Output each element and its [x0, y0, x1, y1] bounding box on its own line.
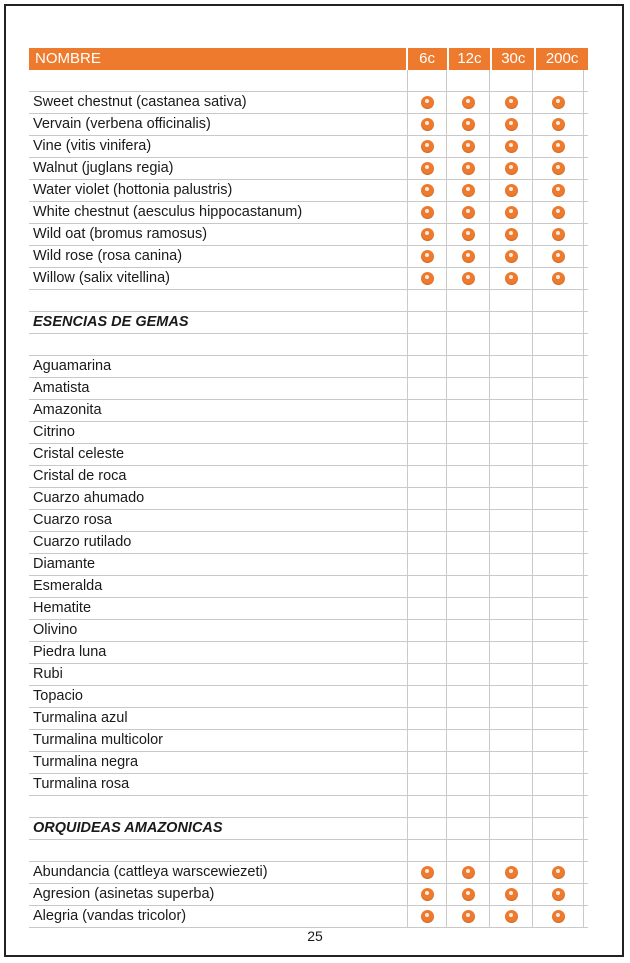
potency-cell — [532, 246, 584, 267]
potency-cell — [407, 686, 446, 707]
potency-cell — [489, 92, 532, 113]
remedy-name: Abundancia (cattleya warscewiezeti) — [33, 864, 268, 880]
potency-cell — [489, 664, 532, 685]
available-dot-icon — [421, 866, 434, 879]
table-row — [29, 598, 588, 620]
table-row — [29, 444, 588, 466]
available-dot-icon — [462, 272, 475, 285]
table-row — [29, 708, 588, 730]
potency-cell — [407, 488, 446, 509]
potency-cell — [489, 884, 532, 905]
potency-cell — [489, 290, 532, 311]
potency-cell — [446, 884, 489, 905]
potency-cell — [489, 906, 532, 927]
spacer-row — [29, 290, 588, 312]
potency-cell — [446, 422, 489, 443]
potency-cell — [532, 400, 584, 421]
potency-cell — [489, 510, 532, 531]
available-dot-icon — [421, 910, 434, 923]
potency-cell — [446, 840, 489, 861]
section-heading-row — [29, 818, 588, 840]
potency-cell — [532, 290, 584, 311]
potency-cell — [446, 334, 489, 355]
potency-cell — [407, 576, 446, 597]
remedy-name: Cristal celeste — [33, 446, 125, 462]
potency-cell — [489, 774, 532, 795]
available-dot-icon — [505, 118, 518, 131]
potency-cell — [489, 312, 532, 333]
potency-cell — [446, 356, 489, 377]
remedy-name: Turmalina multicolor — [33, 732, 163, 748]
potency-cell — [446, 70, 489, 91]
remedy-name: Alegria (vandas tricolor) — [33, 908, 187, 924]
potency-cell — [489, 752, 532, 773]
table-row — [29, 378, 588, 400]
available-dot-icon — [462, 206, 475, 219]
potency-cell — [446, 532, 489, 553]
available-dot-icon — [505, 272, 518, 285]
potency-cell — [532, 268, 584, 289]
potency-cell — [532, 686, 584, 707]
potency-cell — [407, 290, 446, 311]
potency-cell — [446, 246, 489, 267]
table-row — [29, 422, 588, 444]
potency-cell — [407, 268, 446, 289]
available-dot-icon — [421, 250, 434, 263]
remedy-name: Cuarzo rutilado — [33, 534, 132, 550]
remedy-name: Water violet (hottonia palustris) — [33, 182, 233, 198]
header-name: NOMBRE — [29, 48, 406, 70]
potency-cell — [489, 488, 532, 509]
potency-cell — [446, 290, 489, 311]
potency-cell — [446, 224, 489, 245]
available-dot-icon — [462, 96, 475, 109]
table-row — [29, 92, 588, 114]
section-title: ESENCIAS DE GEMAS — [33, 314, 189, 330]
potency-cell — [446, 202, 489, 223]
potency-cell — [489, 224, 532, 245]
available-dot-icon — [421, 96, 434, 109]
available-dot-icon — [421, 140, 434, 153]
available-dot-icon — [552, 184, 565, 197]
remedy-name: Cuarzo rosa — [33, 512, 112, 528]
potency-cell — [489, 796, 532, 817]
available-dot-icon — [462, 250, 475, 263]
potency-cell — [532, 862, 584, 883]
table-row — [29, 136, 588, 158]
potency-cell — [407, 840, 446, 861]
table-row — [29, 510, 588, 532]
header-col-30c: 30c — [492, 48, 534, 70]
available-dot-icon — [552, 228, 565, 241]
potency-cell — [446, 378, 489, 399]
potency-cell — [446, 642, 489, 663]
available-dot-icon — [552, 140, 565, 153]
potency-cell — [407, 752, 446, 773]
table-row — [29, 774, 588, 796]
available-dot-icon — [462, 910, 475, 923]
remedy-name: Amazonita — [33, 402, 102, 418]
available-dot-icon — [552, 866, 565, 879]
available-dot-icon — [505, 162, 518, 175]
potency-cell — [532, 510, 584, 531]
remedy-name: Sweet chestnut (castanea sativa) — [33, 94, 247, 110]
potency-cell — [532, 752, 584, 773]
potency-cell — [532, 620, 584, 641]
potency-cell — [489, 202, 532, 223]
table-row — [29, 642, 588, 664]
table-row — [29, 576, 588, 598]
page-number: 25 — [307, 928, 323, 944]
available-dot-icon — [505, 96, 518, 109]
potency-cell — [489, 136, 532, 157]
potency-cell — [489, 180, 532, 201]
potency-cell — [532, 730, 584, 751]
table-row — [29, 202, 588, 224]
potency-cell — [446, 598, 489, 619]
potency-cell — [446, 862, 489, 883]
potency-cell — [446, 554, 489, 575]
potency-cell — [407, 312, 446, 333]
remedy-name: Vine (vitis vinifera) — [33, 138, 152, 154]
potency-cell — [532, 488, 584, 509]
potency-cell — [532, 884, 584, 905]
available-dot-icon — [462, 888, 475, 901]
potency-cell — [532, 576, 584, 597]
spacer-row — [29, 840, 588, 862]
potency-cell — [532, 796, 584, 817]
table-row — [29, 554, 588, 576]
potency-cell — [407, 246, 446, 267]
available-dot-icon — [505, 184, 518, 197]
potency-cell — [532, 180, 584, 201]
potency-cell — [446, 620, 489, 641]
potency-cell — [532, 466, 584, 487]
available-dot-icon — [421, 162, 434, 175]
potency-cell — [489, 378, 532, 399]
potency-cell — [489, 532, 532, 553]
potency-cell — [407, 378, 446, 399]
potency-cell — [407, 620, 446, 641]
remedy-name: Vervain (verbena officinalis) — [33, 116, 211, 132]
table-row — [29, 862, 588, 884]
remedy-name: Agresion (asinetas superba) — [33, 886, 215, 902]
potency-cell — [532, 92, 584, 113]
table-row — [29, 730, 588, 752]
table-body — [29, 70, 588, 928]
spacer-row — [29, 70, 588, 92]
available-dot-icon — [552, 910, 565, 923]
remedy-name: Rubi — [33, 666, 63, 682]
available-dot-icon — [462, 118, 475, 131]
available-dot-icon — [505, 140, 518, 153]
potency-cell — [489, 620, 532, 641]
potency-cell — [407, 422, 446, 443]
potency-cell — [407, 158, 446, 179]
table-row — [29, 180, 588, 202]
potency-cell — [489, 466, 532, 487]
potency-cell — [407, 444, 446, 465]
potency-cell — [407, 400, 446, 421]
remedy-name: Citrino — [33, 424, 75, 440]
potency-cell — [407, 818, 446, 839]
potency-cell — [489, 730, 532, 751]
available-dot-icon — [552, 162, 565, 175]
table-row — [29, 906, 588, 928]
potency-cell — [532, 532, 584, 553]
potency-cell — [489, 158, 532, 179]
potency-cell — [407, 180, 446, 201]
potency-cell — [532, 312, 584, 333]
table-row — [29, 664, 588, 686]
available-dot-icon — [505, 228, 518, 241]
potency-cell — [446, 774, 489, 795]
potency-cell — [532, 202, 584, 223]
potency-cell — [446, 114, 489, 135]
potency-cell — [446, 796, 489, 817]
potency-cell — [407, 862, 446, 883]
available-dot-icon — [505, 206, 518, 219]
potency-cell — [446, 488, 489, 509]
available-dot-icon — [462, 228, 475, 241]
table-row — [29, 246, 588, 268]
potency-cell — [532, 818, 584, 839]
section-title: ORQUIDEAS AMAZONICAS — [33, 820, 223, 836]
remedy-name: Esmeralda — [33, 578, 103, 594]
available-dot-icon — [421, 888, 434, 901]
available-dot-icon — [421, 228, 434, 241]
remedy-name: Willow (salix vitellina) — [33, 270, 170, 286]
potency-cell — [407, 708, 446, 729]
remedy-name: Cuarzo ahumado — [33, 490, 145, 506]
potency-cell — [532, 708, 584, 729]
potency-cell — [532, 598, 584, 619]
potency-cell — [532, 136, 584, 157]
potency-cell — [489, 70, 532, 91]
potency-cell — [407, 774, 446, 795]
potency-cell — [532, 906, 584, 927]
remedy-name: White chestnut (aesculus hippocastanum) — [33, 204, 303, 220]
spacer-row — [29, 334, 588, 356]
potency-cell — [407, 642, 446, 663]
available-dot-icon — [505, 866, 518, 879]
header-col-12c: 12c — [449, 48, 491, 70]
table-row — [29, 224, 588, 246]
potency-cell — [446, 664, 489, 685]
potency-cell — [407, 70, 446, 91]
potency-cell — [489, 554, 532, 575]
potency-cell — [489, 334, 532, 355]
potency-cell — [489, 840, 532, 861]
table-row — [29, 620, 588, 642]
potency-cell — [532, 444, 584, 465]
potency-cell — [407, 202, 446, 223]
spacer-row — [29, 796, 588, 818]
potency-cell — [407, 532, 446, 553]
potency-cell — [532, 224, 584, 245]
potency-cell — [446, 510, 489, 531]
potency-cell — [489, 268, 532, 289]
table-row — [29, 356, 588, 378]
available-dot-icon — [552, 118, 565, 131]
potency-cell — [446, 708, 489, 729]
potency-cell — [489, 686, 532, 707]
available-dot-icon — [462, 162, 475, 175]
potency-cell — [407, 730, 446, 751]
table-row — [29, 400, 588, 422]
potency-cell — [407, 356, 446, 377]
potency-cell — [407, 224, 446, 245]
remedy-name: Topacio — [33, 688, 83, 704]
potency-cell — [407, 114, 446, 135]
potency-cell — [532, 554, 584, 575]
table-row — [29, 752, 588, 774]
available-dot-icon — [552, 96, 565, 109]
potency-cell — [489, 114, 532, 135]
potency-cell — [446, 268, 489, 289]
table-row — [29, 114, 588, 136]
table-row — [29, 532, 588, 554]
potency-cell — [532, 114, 584, 135]
potency-cell — [446, 730, 489, 751]
potency-cell — [407, 334, 446, 355]
remedy-name — [29, 334, 407, 355]
potency-cell — [446, 444, 489, 465]
potency-cell — [489, 576, 532, 597]
potency-cell — [407, 598, 446, 619]
remedy-name: Turmalina negra — [33, 754, 139, 770]
available-dot-icon — [552, 888, 565, 901]
available-dot-icon — [421, 184, 434, 197]
potency-cell — [489, 400, 532, 421]
header-col-200c: 200c — [536, 48, 588, 70]
potency-cell — [446, 818, 489, 839]
table-row — [29, 466, 588, 488]
remedy-name: Wild rose (rosa canina) — [33, 248, 183, 264]
potency-cell — [489, 708, 532, 729]
header-col-6c: 6c — [408, 48, 447, 70]
remedy-name: Aguamarina — [33, 358, 112, 374]
remedy-name: Amatista — [33, 380, 90, 396]
remedy-name: Diamante — [33, 556, 96, 572]
potency-cell — [446, 312, 489, 333]
remedy-table — [29, 48, 588, 928]
remedy-name: Piedra luna — [33, 644, 107, 660]
available-dot-icon — [552, 250, 565, 263]
table-row — [29, 268, 588, 290]
available-dot-icon — [421, 272, 434, 285]
potency-cell — [532, 158, 584, 179]
potency-cell — [489, 246, 532, 267]
potency-cell — [446, 158, 489, 179]
table-row — [29, 686, 588, 708]
table-row — [29, 884, 588, 906]
remedy-name: Hematite — [33, 600, 92, 616]
potency-cell — [446, 906, 489, 927]
remedy-name: Turmalina azul — [33, 710, 128, 726]
potency-cell — [407, 466, 446, 487]
potency-cell — [489, 642, 532, 663]
potency-cell — [532, 334, 584, 355]
potency-cell — [489, 422, 532, 443]
potency-cell — [532, 774, 584, 795]
available-dot-icon — [552, 206, 565, 219]
potency-cell — [532, 70, 584, 91]
remedy-name: Walnut (juglans regia) — [33, 160, 174, 176]
potency-cell — [532, 642, 584, 663]
section-heading-row — [29, 312, 588, 334]
potency-cell — [407, 884, 446, 905]
available-dot-icon — [421, 206, 434, 219]
remedy-name: Olivino — [33, 622, 78, 638]
available-dot-icon — [462, 866, 475, 879]
remedy-name — [29, 796, 407, 817]
potency-cell — [407, 906, 446, 927]
table-row — [29, 158, 588, 180]
potency-cell — [489, 818, 532, 839]
potency-cell — [489, 862, 532, 883]
potency-cell — [407, 796, 446, 817]
potency-cell — [407, 664, 446, 685]
remedy-name — [29, 840, 407, 861]
available-dot-icon — [505, 910, 518, 923]
potency-cell — [446, 400, 489, 421]
potency-cell — [446, 686, 489, 707]
potency-cell — [407, 92, 446, 113]
potency-cell — [446, 752, 489, 773]
available-dot-icon — [552, 272, 565, 285]
table-header — [29, 48, 588, 70]
available-dot-icon — [462, 140, 475, 153]
remedy-name — [29, 70, 407, 91]
potency-cell — [446, 180, 489, 201]
potency-cell — [532, 664, 584, 685]
potency-cell — [489, 356, 532, 377]
table-row — [29, 488, 588, 510]
remedy-name: Cristal de roca — [33, 468, 127, 484]
potency-cell — [407, 510, 446, 531]
potency-cell — [407, 136, 446, 157]
potency-cell — [532, 840, 584, 861]
potency-cell — [446, 136, 489, 157]
potency-cell — [532, 356, 584, 377]
potency-cell — [407, 554, 446, 575]
potency-cell — [446, 92, 489, 113]
potency-cell — [532, 378, 584, 399]
remedy-name: Turmalina rosa — [33, 776, 130, 792]
available-dot-icon — [505, 888, 518, 901]
potency-cell — [489, 444, 532, 465]
potency-cell — [446, 466, 489, 487]
potency-cell — [446, 576, 489, 597]
available-dot-icon — [505, 250, 518, 263]
potency-cell — [532, 422, 584, 443]
available-dot-icon — [421, 118, 434, 131]
available-dot-icon — [462, 184, 475, 197]
remedy-name — [29, 290, 407, 311]
potency-cell — [489, 598, 532, 619]
remedy-name: Wild oat (bromus ramosus) — [33, 226, 208, 242]
